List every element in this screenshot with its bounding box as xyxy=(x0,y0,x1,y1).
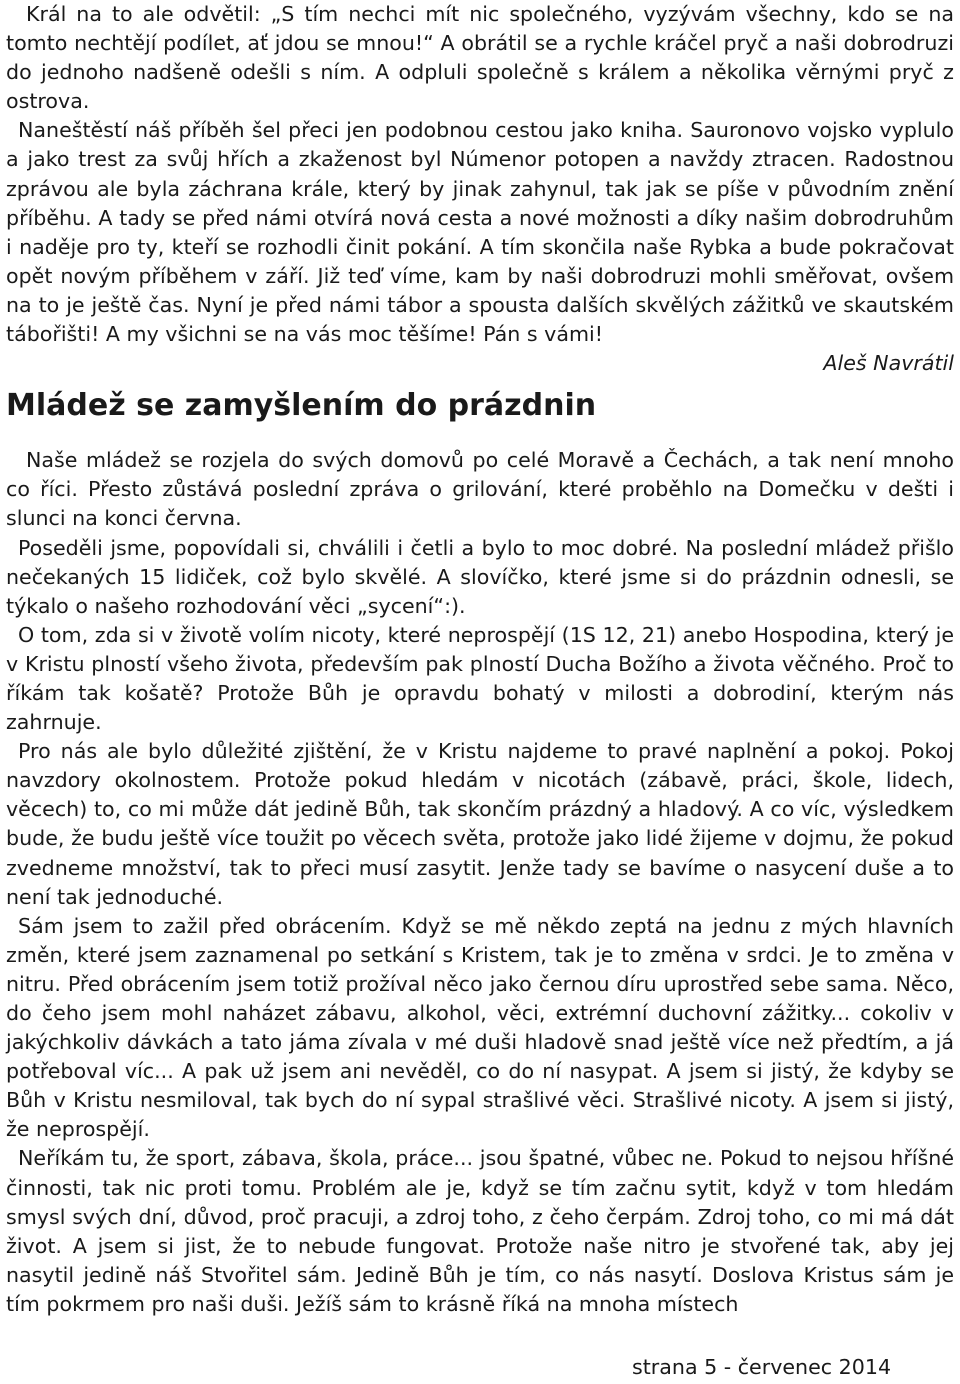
paragraph: Naše mládež se rozjela do svých domovů po celé Moravě a Čechách, a tak není mnoho co říci. Přesto zůstává poslední zpráva o grilování, které proběhlo na Domečku v dešti i slunci na konci června. xyxy=(6,448,954,531)
author-signature: Aleš Navrátil xyxy=(823,351,954,376)
article-mladez xyxy=(6,388,954,1319)
paragraph: Sám jsem to zažil před obrácením. Když se mě někdo zeptá na jednu z mých hlavních změn, které jsem zaznamenal po setkání s Kristem, tak je to změna v srdci. Je to změna v nitru. Před obrácením jsem totiž prožíval něco jako černou díru uprostřed sebe sama. Něco, do čeho jsem mohl naházet zábavu, alkohol, věci, extrémní duchovní zážitky... cokoliv v jakýchkoliv dávkách a tato jáma zívala v mé duši hladově snad ještě více než předtím, a já potřeboval víc... A pak už jsem ani nevěděl, co do ní nasypat. A jsem si jistý, že kdyby se Bůh v Kristu nesmiloval, tak bych do ní sypal strašlivé věci. Strašlivé nicoty. A jsem si jistý, že neprospějí. xyxy=(6,913,954,1142)
paragraph: Neříkám tu, že sport, zábava, škola, práce... jsou špatné, vůbec ne. Pokud to nejsou hříšné činnosti, tak nic proti tomu. Problém ale je, když se tím začnu sytit, když v tom hledám smysl svých dní, důvod, proč pracuji, a zdroj toho, z čeho čerpám. Zdroj toho, co mi má dát život. A jsem si jist, že to nebude fungovat. Protože naše nitro je stvořené tak, aby jej nasytil jedině náš Stvořitel sám. Jedině Bůh je tím, co nás nasytí. Doslova Kristus sám je tím pokrmem pro naši duši. Ježíš sám to krásně říká na mnoha místech xyxy=(6,1146,954,1316)
page-footer: strana 5 - červenec 2014 xyxy=(632,1355,892,1379)
paragraph: Poseděli jsme, popovídali si, chválili i četli a bylo to moc dobré. Na poslední mládež přišlo nečekaných 15 lidiček, což bylo skvělé. A slovíčko, které jsme si do prázdnin odnesli, se týkalo o našeho rozhodování věci „sycení“:). xyxy=(6,535,954,618)
paragraph: O tom, zda si v životě volím nicoty, které neprospějí (1S 12, 21) anebo Hospodina, který je v Kristu plností všeho života, především pak plností Ducha Božího a života věčného. Proč to říkám tak košatě? Protože Bůh je opravdu bohatý v milosti a dobrodiní, kterým nás zahrnuje. xyxy=(6,622,954,735)
article-title: Mládež se zamyšlením do prázdnin xyxy=(6,388,597,424)
paragraph: Pro nás ale bylo důležité zjištění, že v Kristu najdeme to pravé naplnění a pokoj. Pokoj navzdory okolnostem. Protože pokud hledám v nicotách (zábavě, práci, škole, lidech, věcech) to, co mi může dát jedině Bůh, tak skončím prázdný a hladový. A co víc, výsledkem bude, že budu ještě více toužit po věcech světa, protože jako lidé žijeme v dojmu, že pokud zvedneme množství, tak to přeci musí zasytit. Jenže tady se bavíme o nasycení duše a to není tak jednoduché. xyxy=(6,739,954,909)
paragraph: Naneštěstí náš příběh šel přeci jen podobnou cestou jako kniha. Sauronovo vojsko vyplulo a jako trest za svůj hřích a zkaženost byl Númenor potopen a navždy ztracen. Radostnou zprávou ale byla záchrana krále, který by jinak zahynul, tak jak se píše v původním znění příběhu. A tady se před námi otvírá nová cesta a nové možnosti a díky našim dobrodruhům i naděje pro ty, kteří se rozhodli činit pokání. A tím skončila naše Rybka a bude pokračovat opět novým příběhem v září. Již teď víme, kam by naši dobrodruzi mohli směřovat, ovšem na to je ještě čas. Nyní je před námi tábor a spousta dalších skvělých zážitků ve skautském tábořišti! A my všichni se na vás moc těšíme! Pán s vámi! xyxy=(6,118,954,347)
article-rybka-continuation xyxy=(6,0,954,378)
paragraph: Král na to ale odvětil: „S tím nechci mít nic společného, vyzývám všechny, kdo se na tomto nechtějí podílet, ať jdou se mnou!“ A obrátil se a rychle kráčel pryč a naši dobrodruzi do jednoho nadšeně odešli s ním. A odpluli společně s králem a několika věrnými pryč z ostrova. xyxy=(6,2,954,114)
page xyxy=(6,0,954,1319)
